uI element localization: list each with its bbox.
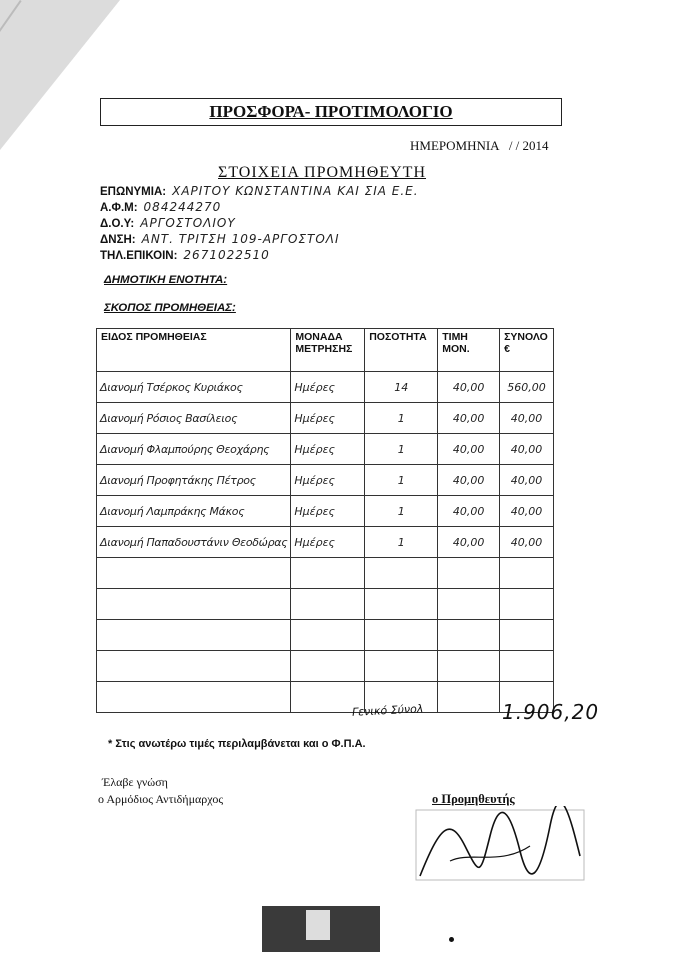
items-table: [96, 328, 554, 713]
row-unit: Ημέρες: [291, 465, 365, 496]
table-row: [97, 434, 554, 465]
page-fold-corner: [0, 0, 120, 150]
phone-value: 2671022510: [183, 248, 270, 262]
header-unit: ΜΟΝΑΔΑ ΜΕΤΡΗΣΗΣ: [291, 329, 365, 372]
table-row: [97, 403, 554, 434]
doy-field: [100, 216, 236, 230]
header-total: ΣΥΝΟΛΟ €: [500, 329, 554, 372]
table-row-empty: [97, 558, 554, 589]
row-total: 40,00: [500, 403, 554, 434]
address-value: ΑΝΤ. ΤΡΙΤΣΗ 109-ΑΡΓΟΣΤΟΛΙ: [141, 232, 340, 246]
row-qty: 1: [365, 434, 438, 465]
table-row-empty: [97, 682, 554, 713]
row-qty: 14: [365, 372, 438, 403]
afm-label: Α.Φ.Μ:: [100, 202, 138, 214]
row-item: Διανομή Ρόσιος Βασίλειος: [97, 403, 291, 434]
vat-note: * Στις ανωτέρω τιμές περιλαμβάνεται και ο Φ.Π.Α.: [108, 738, 366, 750]
phone-field: [100, 248, 270, 262]
header-item: ΕΙΔΟΣ ΠΡΟΜΗΘΕΙΑΣ: [97, 329, 291, 372]
row-total: 40,00: [500, 496, 554, 527]
header-qty: ΠΟΣΟΤΗΤΑ: [365, 329, 438, 372]
scan-artifact-inner: [306, 910, 330, 940]
table-row: [97, 372, 554, 403]
phone-label: ΤΗΛ.ΕΠΙΚΟΙΝ:: [100, 250, 178, 262]
row-item: Διανομή Παπαδουστάνιν Θεοδώρας: [97, 527, 291, 558]
purpose-label: ΣΚΟΠΟΣ ΠΡΟΜΗΘΕΙΑΣ:: [104, 302, 236, 314]
grand-total-value: 1.906,20: [502, 700, 600, 724]
address-field: [100, 232, 340, 246]
row-qty: 1: [365, 465, 438, 496]
row-item: Διανομή Φλαμπούρης Θεοχάρης: [97, 434, 291, 465]
row-total: 40,00: [500, 434, 554, 465]
document-title: ΠΡΟΣΦΟΡΑ- ΠΡΟΤΙΜΟΛΟΓΙΟ: [100, 98, 562, 126]
row-qty: 1: [365, 496, 438, 527]
date-label: ΗΜΕΡΟΜΗΝΙΑ: [410, 138, 500, 153]
scan-dot: [449, 937, 454, 942]
table-row-empty: [97, 651, 554, 682]
date-line: [410, 138, 555, 154]
table-row-empty: [97, 620, 554, 651]
row-total: 40,00: [500, 527, 554, 558]
row-unit: Ημέρες: [291, 527, 365, 558]
row-unit: Ημέρες: [291, 403, 365, 434]
row-price: 40,00: [438, 434, 500, 465]
doy-label: Δ.Ο.Υ:: [100, 218, 135, 230]
supplier-sign-label: ο Προμηθευτής: [432, 792, 515, 806]
supplier-name-value: ΧΑΡΙΤΟΥ ΚΩΝΣΤΑΝΤΙΝΑ ΚΑΙ ΣΙΑ Ε.Ε.: [172, 184, 419, 198]
table-row: [97, 496, 554, 527]
address-label: ΔΝΣΗ:: [100, 234, 136, 246]
row-unit: Ημέρες: [291, 496, 365, 527]
acknowledgement: [98, 774, 224, 808]
ack-line-1: Έλαβε γνώση: [102, 775, 168, 789]
ack-line-2: ο Αρμόδιος Αντιδήμαρχος: [98, 792, 224, 806]
row-unit: Ημέρες: [291, 372, 365, 403]
scan-artifact-image: [262, 906, 380, 952]
row-unit: Ημέρες: [291, 434, 365, 465]
row-price: 40,00: [438, 403, 500, 434]
row-price: 40,00: [438, 372, 500, 403]
row-total: 40,00: [500, 465, 554, 496]
supplier-name-field: [100, 184, 419, 198]
header-price: ΤΙΜΗ ΜΟΝ.: [438, 329, 500, 372]
row-price: 40,00: [438, 527, 500, 558]
afm-field: [100, 200, 221, 214]
signature-stamp: [410, 806, 590, 886]
grand-total-label: Γενικό Σύνολ: [351, 702, 424, 719]
table-row: [97, 527, 554, 558]
row-item: Διανομή Προφητάκης Πέτρος: [97, 465, 291, 496]
row-qty: 1: [365, 527, 438, 558]
table-header-row: [97, 329, 554, 372]
afm-value: 084244270: [143, 200, 222, 214]
row-item: Διανομή Λαμπράκης Μάκος: [97, 496, 291, 527]
supplier-name-label: ΕΠΩΝΥΜΙΑ:: [100, 186, 167, 198]
row-price: 40,00: [438, 496, 500, 527]
row-item: Διανομή Τσέρκος Κυριάκος: [97, 372, 291, 403]
table-row: [97, 465, 554, 496]
table-row-empty: [97, 589, 554, 620]
row-price: 40,00: [438, 465, 500, 496]
row-total: 560,00: [500, 372, 554, 403]
row-qty: 1: [365, 403, 438, 434]
supplier-heading: ΣΤΟΙΧΕΙΑ ΠΡΟΜΗΘΕΥΤΗ: [218, 164, 427, 181]
date-value: / / 2014: [508, 138, 549, 153]
municipal-unit-label: ΔΗΜΟΤΙΚΗ ΕΝΟΤΗΤΑ:: [104, 274, 228, 286]
doy-value: ΑΡΓΟΣΤΟΛΙΟΥ: [140, 216, 236, 230]
